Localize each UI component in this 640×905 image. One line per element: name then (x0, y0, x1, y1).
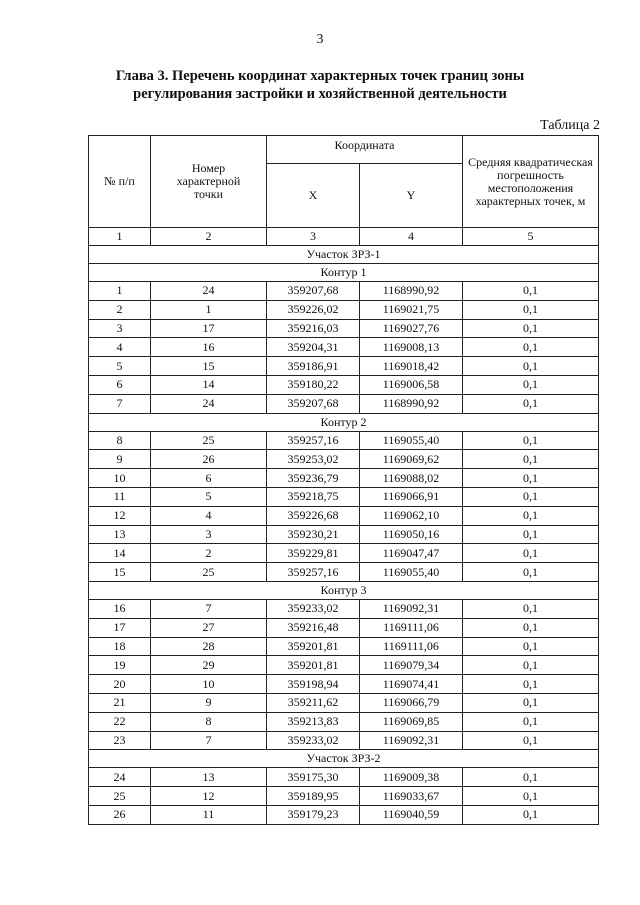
row-number-cell: 4 (89, 338, 151, 357)
x-coordinate-cell: 359213,83 (267, 712, 360, 731)
row-number-cell: 7 (89, 394, 151, 413)
point-number-cell: 27 (151, 618, 267, 637)
point-number-cell: 14 (151, 375, 267, 394)
table-row (89, 712, 599, 731)
table-row (89, 675, 599, 694)
section-title: Контур 2 (89, 413, 599, 431)
row-number-cell: 25 (89, 787, 151, 806)
x-coordinate-cell: 359201,81 (267, 637, 360, 656)
column-number: 1 (89, 228, 151, 246)
row-number-cell: 2 (89, 300, 151, 319)
x-coordinate-cell: 359236,79 (267, 469, 360, 488)
y-coordinate-cell: 1169047,47 (360, 544, 463, 563)
row-number-cell: 3 (89, 319, 151, 338)
y-coordinate-cell: 1169040,59 (360, 805, 463, 824)
y-coordinate-cell: 1169111,06 (360, 637, 463, 656)
error-cell: 0,1 (463, 563, 599, 582)
table-row (89, 731, 599, 750)
point-number-cell: 10 (151, 675, 267, 694)
error-cell: 0,1 (463, 394, 599, 413)
x-coordinate-cell: 359207,68 (267, 394, 360, 413)
point-number-cell: 24 (151, 394, 267, 413)
x-coordinate-cell: 359230,21 (267, 525, 360, 544)
chapter-heading (60, 67, 580, 103)
section-title-row (89, 264, 599, 282)
y-coordinate-cell: 1169092,31 (360, 731, 463, 750)
y-coordinate-cell: 1169062,10 (360, 506, 463, 525)
y-coordinate-cell: 1168990,92 (360, 282, 463, 301)
row-number-cell: 14 (89, 544, 151, 563)
row-number-cell: 11 (89, 487, 151, 506)
table-row (89, 506, 599, 525)
error-cell: 0,1 (463, 375, 599, 394)
error-cell: 0,1 (463, 693, 599, 712)
x-coordinate-cell: 359211,62 (267, 693, 360, 712)
section-title: Участок ЗРЗ-2 (89, 750, 599, 768)
error-cell: 0,1 (463, 805, 599, 824)
coordinates-table (88, 135, 599, 825)
table-row (89, 282, 599, 301)
row-number-cell: 16 (89, 599, 151, 618)
x-coordinate-cell: 359186,91 (267, 357, 360, 376)
point-number-cell: 2 (151, 544, 267, 563)
point-number-cell: 11 (151, 805, 267, 824)
point-number-cell: 8 (151, 712, 267, 731)
y-coordinate-cell: 1169069,85 (360, 712, 463, 731)
y-coordinate-cell: 1169021,75 (360, 300, 463, 319)
row-number-cell: 12 (89, 506, 151, 525)
table-row (89, 544, 599, 563)
section-title: Контур 1 (89, 264, 599, 282)
row-number-cell: 5 (89, 357, 151, 376)
point-number-cell: 13 (151, 768, 267, 787)
chapter-heading-line-1: Глава 3. Перечень координат характерных точек границ зоны (115, 68, 525, 84)
table-body (89, 228, 599, 825)
y-coordinate-cell: 1169055,40 (360, 431, 463, 450)
column-number: 4 (360, 228, 463, 246)
error-cell: 0,1 (463, 675, 599, 694)
y-coordinate-cell: 1169006,58 (360, 375, 463, 394)
x-coordinate-cell: 359189,95 (267, 787, 360, 806)
header-row-number: № п/п (89, 136, 151, 228)
row-number-cell: 6 (89, 375, 151, 394)
table-row (89, 563, 599, 582)
x-coordinate-cell: 359198,94 (267, 675, 360, 694)
section-title-row (89, 246, 599, 264)
error-cell: 0,1 (463, 300, 599, 319)
x-coordinate-cell: 359216,48 (267, 618, 360, 637)
table-row (89, 656, 599, 675)
point-number-cell: 4 (151, 506, 267, 525)
x-coordinate-cell: 359226,02 (267, 300, 360, 319)
x-coordinate-cell: 359180,22 (267, 375, 360, 394)
y-coordinate-cell: 1169088,02 (360, 469, 463, 488)
y-coordinate-cell: 1169111,06 (360, 618, 463, 637)
table-row (89, 431, 599, 450)
row-number-cell: 23 (89, 731, 151, 750)
point-number-cell: 24 (151, 282, 267, 301)
error-cell: 0,1 (463, 431, 599, 450)
table-header (89, 136, 599, 228)
error-cell: 0,1 (463, 544, 599, 563)
x-coordinate-cell: 359218,75 (267, 487, 360, 506)
row-number-cell: 17 (89, 618, 151, 637)
y-coordinate-cell: 1169018,42 (360, 357, 463, 376)
row-number-cell: 19 (89, 656, 151, 675)
error-cell: 0,1 (463, 357, 599, 376)
point-number-cell: 6 (151, 469, 267, 488)
y-coordinate-cell: 1169055,40 (360, 563, 463, 582)
chapter-heading-line-2: регулирования застройки и хозяйственной деятельности (133, 86, 507, 102)
x-coordinate-cell: 359257,16 (267, 563, 360, 582)
y-coordinate-cell: 1169079,34 (360, 656, 463, 675)
table-row (89, 357, 599, 376)
point-number-cell: 16 (151, 338, 267, 357)
x-coordinate-cell: 359201,81 (267, 656, 360, 675)
x-coordinate-cell: 359229,81 (267, 544, 360, 563)
section-title-row (89, 581, 599, 599)
point-number-cell: 9 (151, 693, 267, 712)
y-coordinate-cell: 1169066,79 (360, 693, 463, 712)
header-y: Y (360, 164, 463, 228)
point-number-cell: 7 (151, 731, 267, 750)
column-number: 2 (151, 228, 267, 246)
section-title-row (89, 750, 599, 768)
error-cell: 0,1 (463, 787, 599, 806)
row-number-cell: 21 (89, 693, 151, 712)
table-row (89, 300, 599, 319)
table-row (89, 805, 599, 824)
header-x: X (267, 164, 360, 228)
x-coordinate-cell: 359207,68 (267, 282, 360, 301)
y-coordinate-cell: 1169008,13 (360, 338, 463, 357)
error-cell: 0,1 (463, 599, 599, 618)
x-coordinate-cell: 359257,16 (267, 431, 360, 450)
error-cell: 0,1 (463, 768, 599, 787)
point-number-cell: 12 (151, 787, 267, 806)
page-number: 3 (316, 32, 324, 47)
row-number-cell: 24 (89, 768, 151, 787)
row-number-cell: 10 (89, 469, 151, 488)
y-coordinate-cell: 1169033,67 (360, 787, 463, 806)
error-cell: 0,1 (463, 282, 599, 301)
table-row (89, 768, 599, 787)
point-number-cell: 7 (151, 599, 267, 618)
point-number-cell: 26 (151, 450, 267, 469)
column-number-row (89, 228, 599, 246)
point-number-cell: 1 (151, 300, 267, 319)
table-row (89, 394, 599, 413)
y-coordinate-cell: 1169050,16 (360, 525, 463, 544)
x-coordinate-cell: 359253,02 (267, 450, 360, 469)
row-number-cell: 8 (89, 431, 151, 450)
table-row (89, 375, 599, 394)
error-cell: 0,1 (463, 506, 599, 525)
column-number: 3 (267, 228, 360, 246)
table-row (89, 787, 599, 806)
point-number-cell: 17 (151, 319, 267, 338)
x-coordinate-cell: 359216,03 (267, 319, 360, 338)
error-cell: 0,1 (463, 731, 599, 750)
row-number-cell: 9 (89, 450, 151, 469)
header-coordinate-group: Координата (267, 136, 463, 164)
row-number-cell: 13 (89, 525, 151, 544)
row-number-cell: 1 (89, 282, 151, 301)
table-row (89, 693, 599, 712)
header-position-error: Средняя квадратическая погрешность местоположения характерных точек, м (463, 136, 599, 228)
error-cell: 0,1 (463, 338, 599, 357)
x-coordinate-cell: 359175,30 (267, 768, 360, 787)
error-cell: 0,1 (463, 525, 599, 544)
y-coordinate-cell: 1169009,38 (360, 768, 463, 787)
table-row (89, 319, 599, 338)
row-number-cell: 15 (89, 563, 151, 582)
x-coordinate-cell: 359233,02 (267, 599, 360, 618)
table-row (89, 469, 599, 488)
y-coordinate-cell: 1168990,92 (360, 394, 463, 413)
row-number-cell: 22 (89, 712, 151, 731)
x-coordinate-cell: 359204,31 (267, 338, 360, 357)
table-row (89, 525, 599, 544)
row-number-cell: 18 (89, 637, 151, 656)
error-cell: 0,1 (463, 656, 599, 675)
y-coordinate-cell: 1169066,91 (360, 487, 463, 506)
section-title: Контур 3 (89, 581, 599, 599)
y-coordinate-cell: 1169074,41 (360, 675, 463, 694)
table-row (89, 338, 599, 357)
error-cell: 0,1 (463, 712, 599, 731)
point-number-cell: 29 (151, 656, 267, 675)
x-coordinate-cell: 359226,68 (267, 506, 360, 525)
section-title: Участок ЗРЗ-1 (89, 246, 599, 264)
x-coordinate-cell: 359179,23 (267, 805, 360, 824)
table-row (89, 450, 599, 469)
y-coordinate-cell: 1169027,76 (360, 319, 463, 338)
header-point-number: Номер характерной точки (151, 136, 267, 228)
error-cell: 0,1 (463, 487, 599, 506)
error-cell: 0,1 (463, 618, 599, 637)
error-cell: 0,1 (463, 469, 599, 488)
point-number-cell: 5 (151, 487, 267, 506)
x-coordinate-cell: 359233,02 (267, 731, 360, 750)
point-number-cell: 3 (151, 525, 267, 544)
point-number-cell: 15 (151, 357, 267, 376)
table-row (89, 618, 599, 637)
y-coordinate-cell: 1169069,62 (360, 450, 463, 469)
table-row (89, 637, 599, 656)
table-caption: Таблица 2 (540, 118, 600, 133)
point-number-cell: 28 (151, 637, 267, 656)
y-coordinate-cell: 1169092,31 (360, 599, 463, 618)
row-number-cell: 26 (89, 805, 151, 824)
table-row (89, 599, 599, 618)
point-number-cell: 25 (151, 431, 267, 450)
error-cell: 0,1 (463, 637, 599, 656)
error-cell: 0,1 (463, 319, 599, 338)
section-title-row (89, 413, 599, 431)
column-number: 5 (463, 228, 599, 246)
error-cell: 0,1 (463, 450, 599, 469)
row-number-cell: 20 (89, 675, 151, 694)
point-number-cell: 25 (151, 563, 267, 582)
table-row (89, 487, 599, 506)
